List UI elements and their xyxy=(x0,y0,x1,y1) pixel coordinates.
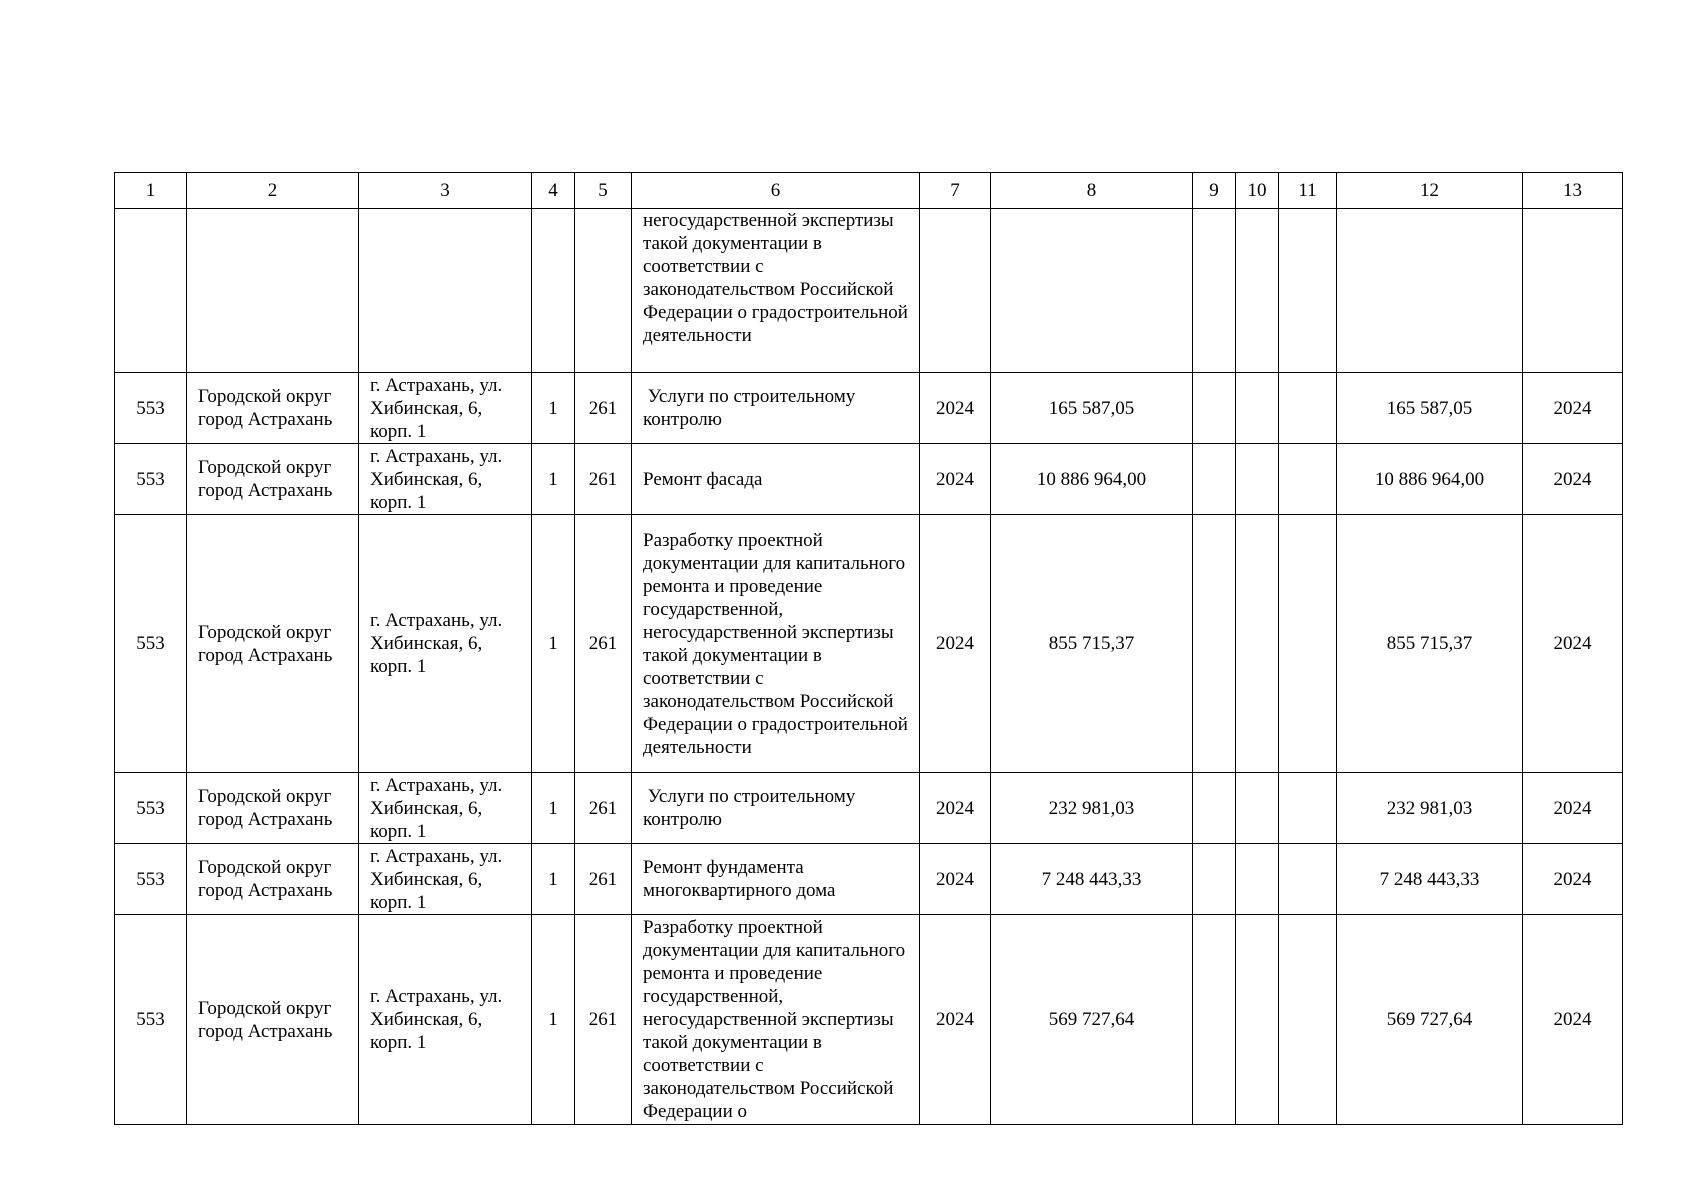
row-number: 553 xyxy=(115,915,187,1125)
col-13-value: 2024 xyxy=(1523,444,1623,515)
row-number: 553 xyxy=(115,844,187,915)
col-9-value xyxy=(1193,773,1236,844)
empty-cell xyxy=(1236,209,1279,373)
work-description: Услуги по строительному контролю xyxy=(632,373,920,444)
municipality: Городской округ город Астрахань xyxy=(187,444,359,515)
total-cost: 232 981,03 xyxy=(991,773,1193,844)
col-9-value xyxy=(1193,515,1236,773)
work-description: Разработку проектной документации для капитального ремонта и проведение государственной, негосударственной экспертизы такой документации в соответствии с законодательством Российской Федерации о градостроительной деятельности xyxy=(632,515,920,773)
col-9-value xyxy=(1193,844,1236,915)
column-number: 8 xyxy=(991,173,1193,209)
work-description: Услуги по строительному контролю xyxy=(632,773,920,844)
col-4-value: 1 xyxy=(532,373,575,444)
col-5-value: 261 xyxy=(575,915,632,1125)
total-cost: 855 715,37 xyxy=(991,515,1193,773)
work-description: Ремонт фасада xyxy=(632,444,920,515)
column-number: 2 xyxy=(187,173,359,209)
row-number: 553 xyxy=(115,373,187,444)
col-12-value: 569 727,64 xyxy=(1337,915,1523,1125)
col-4-value: 1 xyxy=(532,515,575,773)
col-11-value xyxy=(1279,515,1337,773)
total-cost: 569 727,64 xyxy=(991,915,1193,1125)
empty-cell xyxy=(920,209,991,373)
municipality: Городской округ город Астрахань xyxy=(187,915,359,1125)
column-number: 7 xyxy=(920,173,991,209)
col-4-value: 1 xyxy=(532,844,575,915)
empty-cell xyxy=(115,209,187,373)
col-4-value: 1 xyxy=(532,915,575,1125)
table-row xyxy=(115,844,1623,915)
address: г. Астрахань, ул. Хибинская, 6, корп. 1 xyxy=(359,773,532,844)
col-4-value: 1 xyxy=(532,773,575,844)
empty-cell xyxy=(1523,209,1623,373)
column-number: 11 xyxy=(1279,173,1337,209)
col-11-value xyxy=(1279,373,1337,444)
column-number-row xyxy=(115,173,1623,209)
municipality: Городской округ город Астрахань xyxy=(187,373,359,444)
empty-cell xyxy=(1279,209,1337,373)
col-9-value xyxy=(1193,444,1236,515)
col-11-value xyxy=(1279,844,1337,915)
col-12-value: 10 886 964,00 xyxy=(1337,444,1523,515)
total-cost: 10 886 964,00 xyxy=(991,444,1193,515)
row-number: 553 xyxy=(115,444,187,515)
column-number: 12 xyxy=(1337,173,1523,209)
year: 2024 xyxy=(920,915,991,1125)
empty-cell xyxy=(1337,209,1523,373)
column-number: 10 xyxy=(1236,173,1279,209)
col-12-value: 165 587,05 xyxy=(1337,373,1523,444)
address: г. Астрахань, ул. Хибинская, 6, корп. 1 xyxy=(359,915,532,1125)
column-number: 1 xyxy=(115,173,187,209)
empty-cell xyxy=(187,209,359,373)
column-number: 3 xyxy=(359,173,532,209)
address: г. Астрахань, ул. Хибинская, 6, корп. 1 xyxy=(359,515,532,773)
col-4-value: 1 xyxy=(532,444,575,515)
table-row xyxy=(115,444,1623,515)
col-5-value: 261 xyxy=(575,373,632,444)
col-11-value xyxy=(1279,915,1337,1125)
col-10-value xyxy=(1236,444,1279,515)
col-12-value: 7 248 443,33 xyxy=(1337,844,1523,915)
col-13-value: 2024 xyxy=(1523,915,1623,1125)
col-5-value: 261 xyxy=(575,844,632,915)
work-description: Ремонт фундамента многоквартирного дома xyxy=(632,844,920,915)
empty-cell xyxy=(991,209,1193,373)
municipality: Городской округ город Астрахань xyxy=(187,773,359,844)
municipality: Городской округ город Астрахань xyxy=(187,844,359,915)
col-10-value xyxy=(1236,773,1279,844)
column-number: 4 xyxy=(532,173,575,209)
col-13-value: 2024 xyxy=(1523,515,1623,773)
year: 2024 xyxy=(920,444,991,515)
col-9-value xyxy=(1193,915,1236,1125)
table-row xyxy=(115,773,1623,844)
col-9-value xyxy=(1193,373,1236,444)
col-10-value xyxy=(1236,515,1279,773)
col-5-value: 261 xyxy=(575,515,632,773)
col-10-value xyxy=(1236,373,1279,444)
table-row xyxy=(115,373,1623,444)
row-number: 553 xyxy=(115,773,187,844)
work-description: Разработку проектной документации для капитального ремонта и проведение государственной, негосударственной экспертизы такой документации в соответствии с законодательством Российской Федерации о xyxy=(632,915,920,1125)
year: 2024 xyxy=(920,373,991,444)
total-cost: 7 248 443,33 xyxy=(991,844,1193,915)
empty-cell xyxy=(1193,209,1236,373)
col-12-value: 855 715,37 xyxy=(1337,515,1523,773)
year: 2024 xyxy=(920,844,991,915)
continuation-row xyxy=(115,209,1623,373)
row-number: 553 xyxy=(115,515,187,773)
col-13-value: 2024 xyxy=(1523,773,1623,844)
year: 2024 xyxy=(920,515,991,773)
col-10-value xyxy=(1236,915,1279,1125)
work-plan-table xyxy=(114,172,1623,1125)
year: 2024 xyxy=(920,773,991,844)
table-row xyxy=(115,515,1623,773)
total-cost: 165 587,05 xyxy=(991,373,1193,444)
table-row xyxy=(115,915,1623,1125)
work-description-continuation: негосударственной экспертизы такой документации в соответствии с законодательством Российской Федерации о градостроительной деятельности xyxy=(632,209,920,373)
column-number: 9 xyxy=(1193,173,1236,209)
col-13-value: 2024 xyxy=(1523,844,1623,915)
col-5-value: 261 xyxy=(575,773,632,844)
column-number: 5 xyxy=(575,173,632,209)
empty-cell xyxy=(532,209,575,373)
col-11-value xyxy=(1279,773,1337,844)
col-10-value xyxy=(1236,844,1279,915)
municipality: Городской округ город Астрахань xyxy=(187,515,359,773)
col-12-value: 232 981,03 xyxy=(1337,773,1523,844)
col-13-value: 2024 xyxy=(1523,373,1623,444)
column-number: 6 xyxy=(632,173,920,209)
empty-cell xyxy=(575,209,632,373)
address: г. Астрахань, ул. Хибинская, 6, корп. 1 xyxy=(359,844,532,915)
column-number: 13 xyxy=(1523,173,1623,209)
address: г. Астрахань, ул. Хибинская, 6, корп. 1 xyxy=(359,373,532,444)
col-11-value xyxy=(1279,444,1337,515)
address: г. Астрахань, ул. Хибинская, 6, корп. 1 xyxy=(359,444,532,515)
col-5-value: 261 xyxy=(575,444,632,515)
empty-cell xyxy=(359,209,532,373)
